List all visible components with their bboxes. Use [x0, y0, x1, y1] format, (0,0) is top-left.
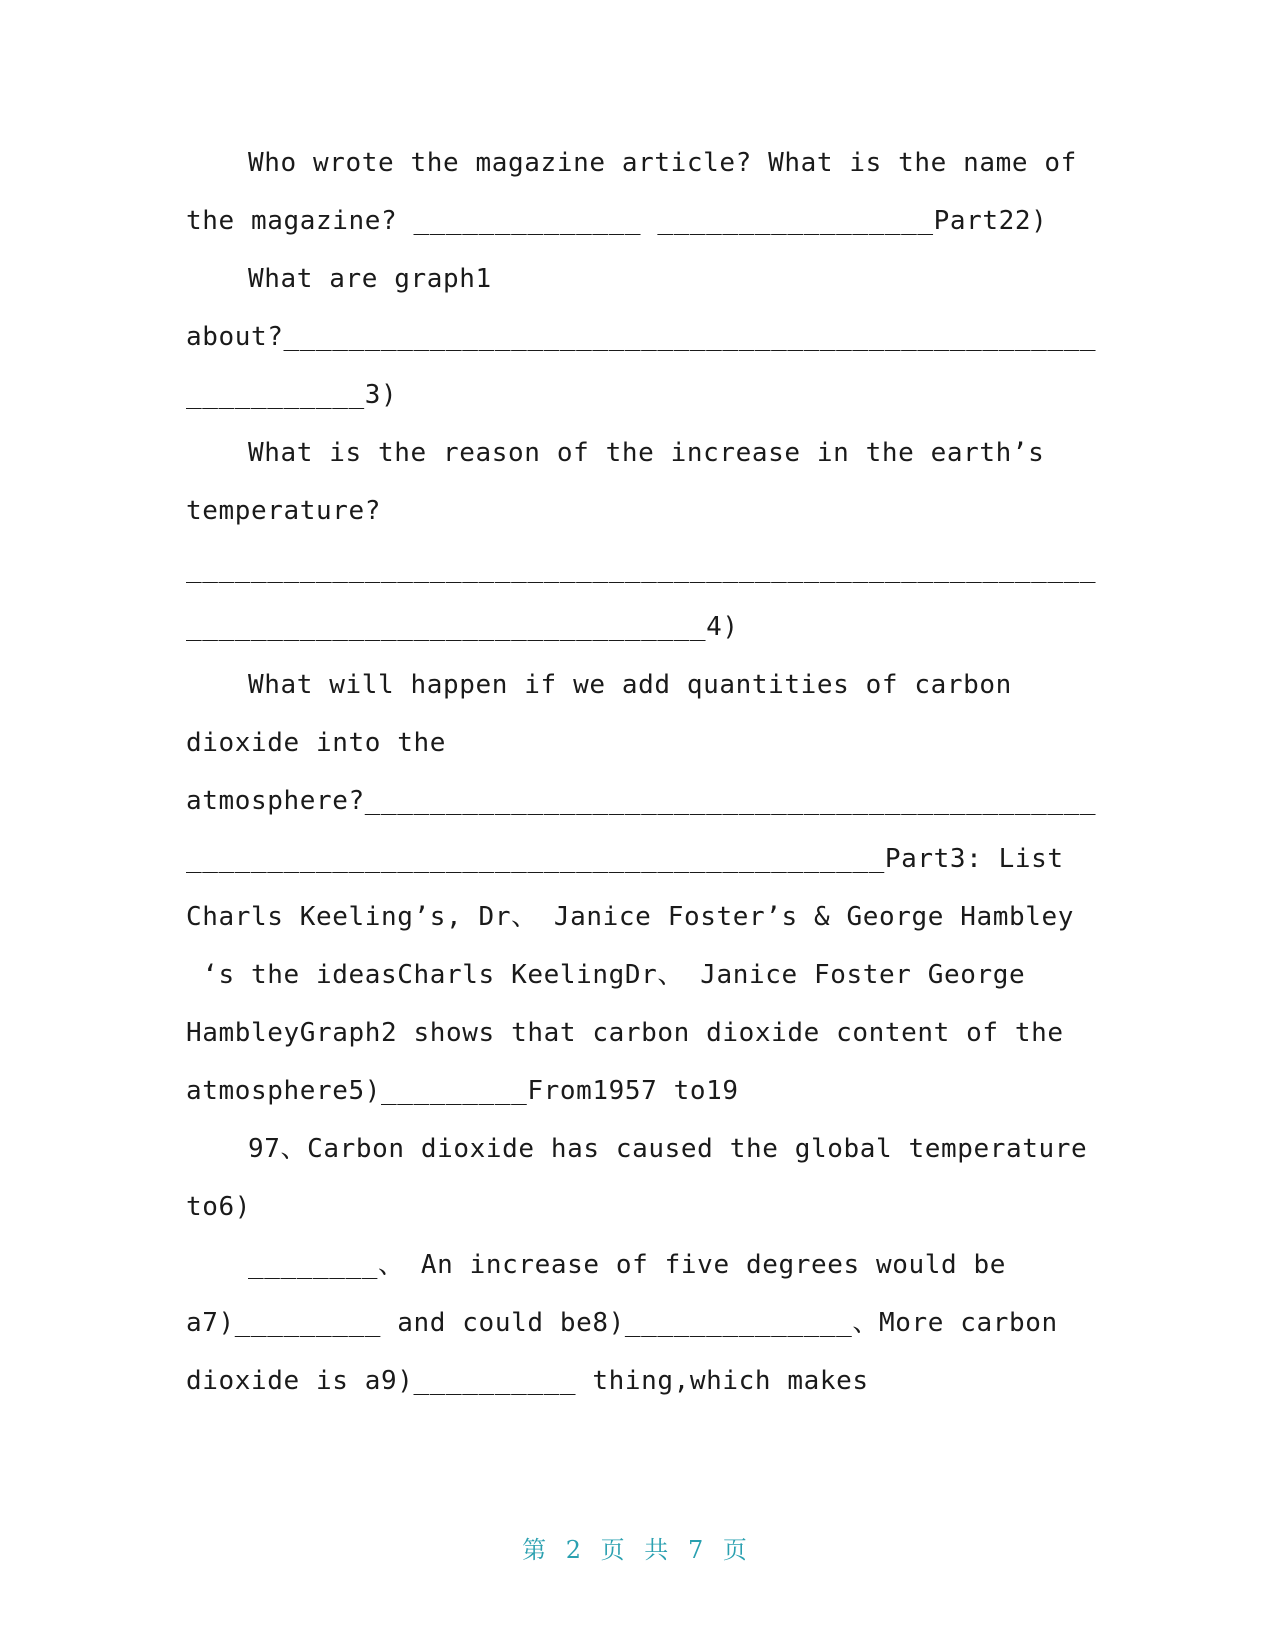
text-line: HambleyGraph2 shows that carbon dioxide content of the	[186, 1018, 1064, 1048]
text-line: atmosphere5)_________From1957 to19	[186, 1076, 739, 1106]
text-line: ________、 An increase of five degrees would be	[248, 1250, 1006, 1280]
text-line: ‘s the ideasCharls KeelingDr、 Janice Foster George	[186, 960, 1026, 990]
text-line: What are graph1	[248, 264, 492, 294]
text-line: the magazine? ______________ _________________Part22)	[186, 206, 1048, 236]
text-line: ___________________________________________Part3: List	[186, 844, 1064, 874]
text-line: a7)_________ and could be8)______________、More carbon	[186, 1308, 1058, 1338]
text-line: atmosphere?_____________________________________________	[186, 786, 1097, 816]
page-number-footer: 第 2 页 共 7 页	[522, 1536, 753, 1564]
text-line: dioxide is a9)__________ thing,which makes	[186, 1366, 869, 1396]
text-line: to6)	[186, 1192, 252, 1222]
text-line: What is the reason of the increase in the earth’s	[248, 438, 1045, 468]
text-line: dioxide into the	[186, 728, 447, 758]
text-line: ________________________________________________________	[186, 554, 1097, 584]
text-line: Who wrote the magazine article? What is the name of	[248, 148, 1077, 178]
text-line: 97、Carbon dioxide has caused the global temperature	[248, 1134, 1088, 1164]
text-line: about?__________________________________________________	[186, 322, 1097, 352]
text-line: temperature?	[186, 496, 382, 526]
text-line: Charls Keeling’s, Dr、 Janice Foster’s & George Hambley	[186, 902, 1075, 932]
text-line: ___________3)	[186, 380, 398, 410]
text-line: What will happen if we add quantities of carbon	[248, 670, 1012, 700]
text-line: ________________________________4)	[186, 612, 739, 642]
